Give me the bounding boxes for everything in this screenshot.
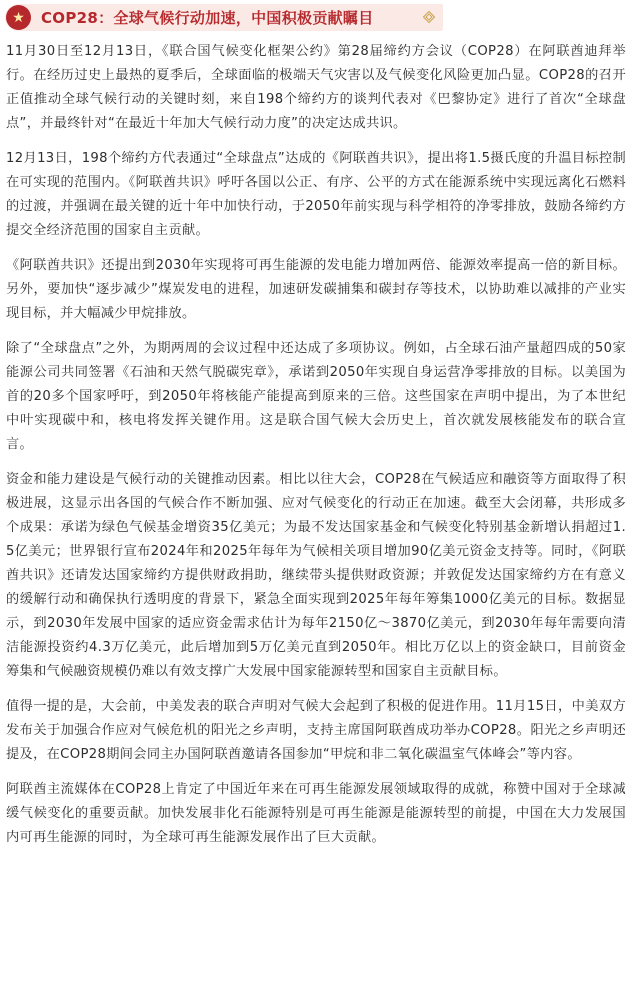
paragraph-finance: 资金和能力建设是气候行动的关键推动因素。相比以往大会，COP28在气候适应和融资等方面取得了积极进展，这显示出各国的气候合作不断加强、应对气候变化的行动正在加速。截至大会闭幕，共形成多个成果：承诺为绿色气候基金增资35亿美元；为最不发达国家基金和气候变化特别基金新增认捐超过1.5亿美元；世界银行宣布2024年和2025年每年为气候相关项目增加90亿美元资金支持等。同时，《阿联酋共识》还请发达国家缔约方提供财政捐助，继续带头提供财政资源；并敦促发达国家缔约方在有意义的缓解行动和确保执行透明度的背景下，紧急全面实现到2025年每年筹集1000亿美元的目标。数据显示，到2030年发展中国家的适应资金需求估计为每年2150亿～3870亿美元，到2030年每年需要向清洁能源投资约4.3万亿美元，此后增加到5万亿美元直到2050年。相比万亿以上的资金缺口，目前资金筹集和气候融资规模仍难以有效支撑广大发展中国家能源转型和国家自主贡献目标。 <box>6 472 626 679</box>
paragraph-agreements: 除了“全球盘点”之外，为期两周的会议过程中还达成了多项协议。例如，占全球石油产量超四成的50家能源公司共同签署《石油和天然气脱碳宪章》，承诺到2050年实现自身运营净零排放的目标。以美国为首的20多个国家呼吁，到2050年将核能产能提高到原来的三倍。这些国家在声明中提出，为了本世纪中叶实现碳中和，核电将发挥关键作用。这是联合国气候大会历史上，首次就发展核能发布的联合宣言。 <box>6 341 626 452</box>
paragraph-china-contribution: 阿联酋主流媒体在COP28上肯定了中国近年来在可再生能源发展领域取得的成就，称赞中国对于全球减缓气候变化的重要贡献。加快发展非化石能源特别是可再生能源是能源转型的前提，中国在大力发展国内可再生能源的同时，为全球可再生能源发展作出了巨大贡献。 <box>6 782 626 845</box>
diamond-ornament-icon <box>423 11 435 23</box>
paragraph-intro: 11月30日至12月13日，《联合国气候变化框架公约》第28届缔约方会议（COP28）在阿联酋迪拜举行。在经历过史上最热的夏季后，全球面临的极端天气灾害以及气候变化风险更加凸显。COP28的召开正值推动全球气候行动的关键时刻，来自198个缔约方的谈判代表对《巴黎协定》进行了首次“全球盘点”，并最终针对“在最近十年加大气候行动力度”的决定达成共识。 <box>6 44 626 131</box>
star-icon: ★ <box>6 5 31 30</box>
section-header <box>5 4 443 31</box>
paragraph-china-us: 值得一提的是，大会前，中美发表的联合声明对气候大会起到了积极的促进作用。11月15日，中美双方发布关于加强合作应对气候危机的阳光之乡声明，支持主席国阿联酋成功举办COP28。阳光之乡声明还提及，在COP28期间会同主办国阿联酋邀请各国参加“甲烷和非二氧化碳温室气体峰会”等内容。 <box>6 699 626 762</box>
paragraph-uae-consensus: 12月13日，198个缔约方代表通过“全球盘点”达成的《阿联酋共识》，提出将1.5摄氏度的升温目标控制在可实现的范围内。《阿联酋共识》呼吁各国以公正、有序、公平的方式在能源系统中实现远离化石燃料的过渡，并强调在最关键的近十年中加快行动，于2050年前实现与科学相符的净零排放，鼓励各缔约方提交全经济范围的国家自主贡献。 <box>6 151 626 238</box>
article-title: COP28：全球气候行动加速，中国积极贡献瞩目 <box>41 9 374 27</box>
paragraph-renewable-targets: 《阿联酋共识》还提出到2030年实现将可再生能源的发电能力增加两倍、能源效率提高一倍的新目标。另外，要加快“逐步减少”煤炭发电的进程，加速研发碳捕集和碳封存等技术，以协助难以减排的产业实现目标，并大幅减少甲烷排放。 <box>6 258 626 321</box>
article-body <box>6 40 626 861</box>
